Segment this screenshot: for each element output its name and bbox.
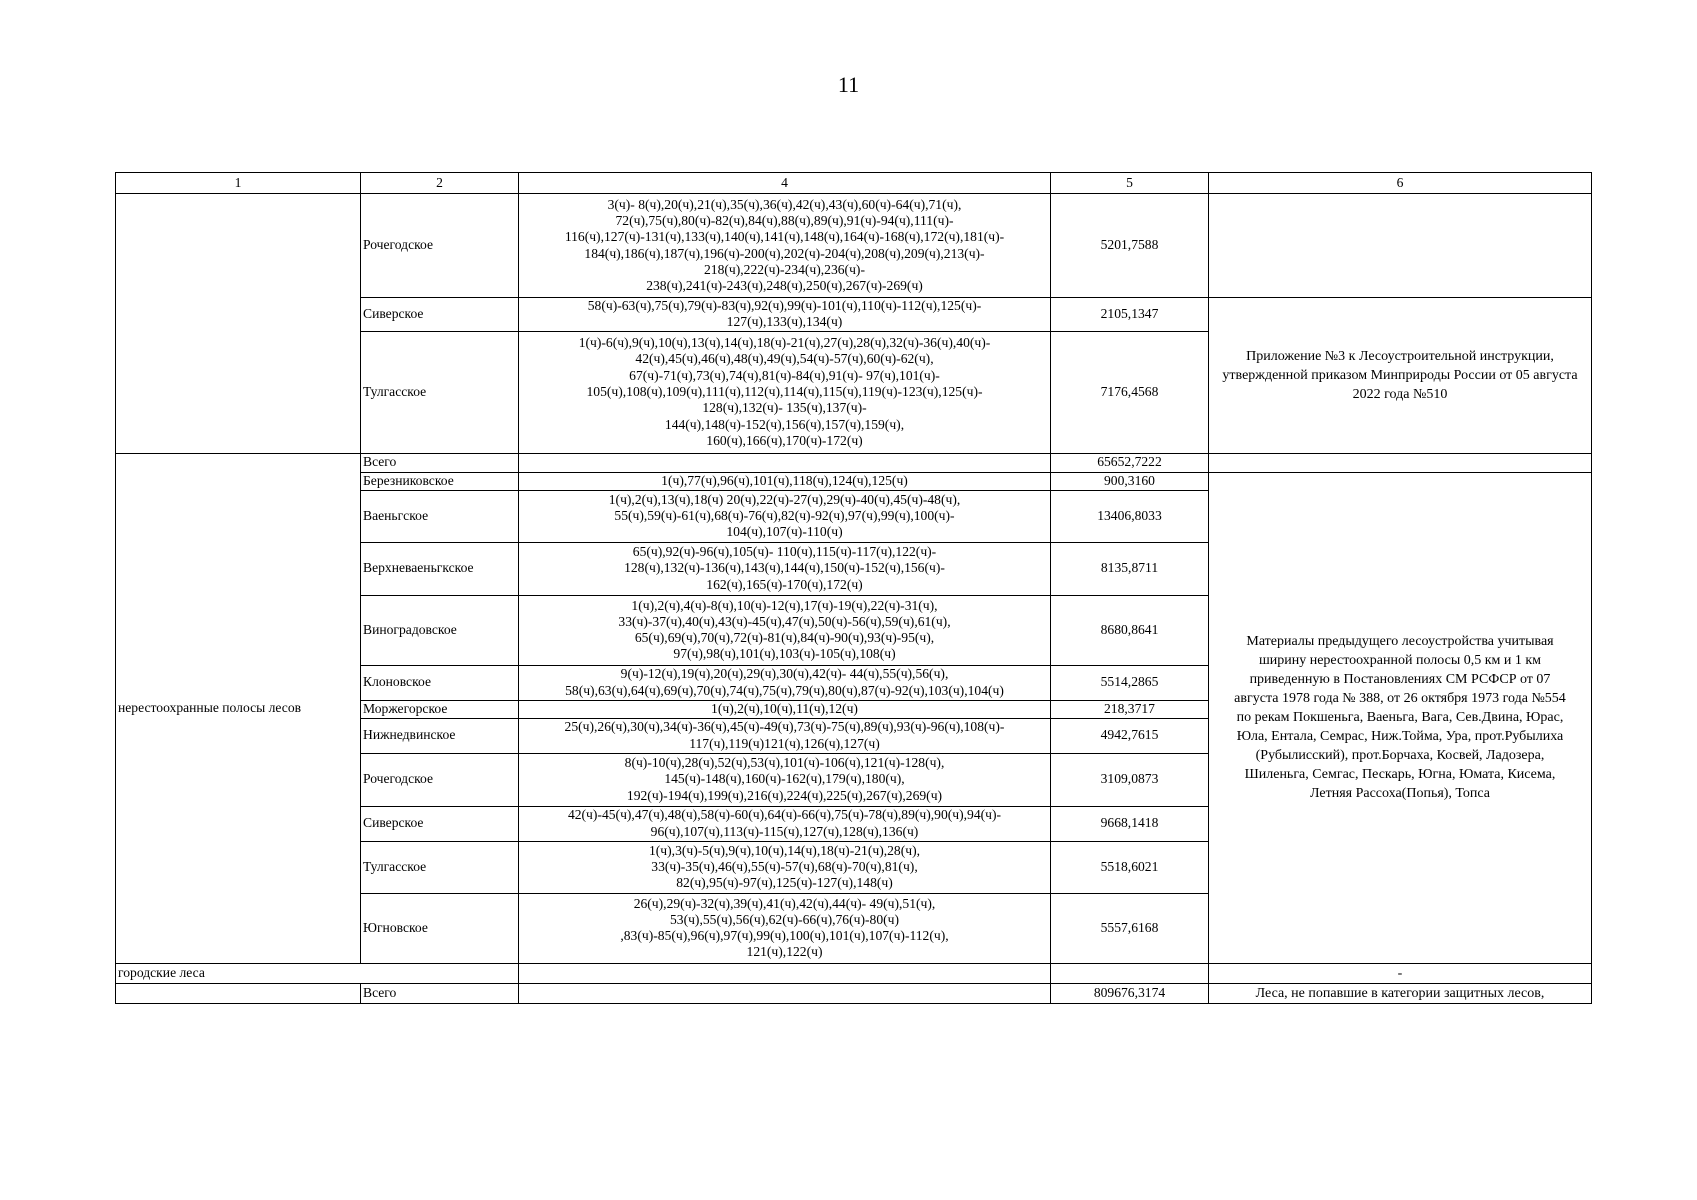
forestry-name: Сиверское — [361, 298, 519, 332]
parcel-list-line: 8(ч)-10(ч),28(ч),52(ч),53(ч),101(ч)-106(ч),121(ч)-128(ч), — [624, 755, 945, 771]
area-value: 3109,0873 — [1051, 753, 1209, 806]
parcel-list-line: 184(ч),186(ч),187(ч),196(ч)-200(ч),202(ч)-204(ч),208(ч),209(ч),213(ч)- — [584, 245, 985, 261]
parcel-list-line: 97(ч),98(ч),101(ч),103(ч)-105(ч),108(ч) — [673, 646, 896, 662]
table-row — [116, 194, 1592, 298]
parcel-list-line: 1(ч),2(ч),13(ч),18(ч) 20(ч),22(ч)-27(ч),29(ч)-40(ч),45(ч)-48(ч), — [608, 491, 961, 507]
header-col-5: 5 — [1051, 173, 1209, 194]
area-value: 8135,8711 — [1051, 542, 1209, 595]
parcel-list-line: 53(ч),55(ч),56(ч),62(ч)-66(ч),76(ч)-80(ч) — [669, 911, 900, 927]
total-row — [116, 453, 1592, 472]
note-line: по рекам Покшеньга, Ваеньга, Вага, Сев.Двина, Юрас, — [1236, 710, 1564, 726]
parcel-list-line: 42(ч),45(ч),46(ч),48(ч),49(ч),54(ч)-57(ч),60(ч)-62(ч), — [635, 351, 934, 367]
parcel-list-cell — [519, 490, 1051, 542]
note-cell-empty — [1209, 194, 1592, 298]
parcel-list-cell — [519, 194, 1051, 298]
category-cell-empty — [116, 194, 361, 454]
parcel-list-line: 128(ч),132(ч)-136(ч),143(ч),144(ч),150(ч)-152(ч),156(ч)- — [624, 560, 945, 576]
area-value: 218,3717 — [1051, 700, 1209, 718]
parcel-list-cell — [519, 472, 1051, 490]
note-cell — [1209, 472, 1592, 963]
area-value: 5201,7588 — [1051, 194, 1209, 298]
header-col-2: 2 — [361, 173, 519, 194]
parcel-list-line: 26(ч),29(ч)-32(ч),39(ч),41(ч),42(ч),44(ч)- 49(ч),51(ч), — [633, 895, 936, 911]
area-value: 5518,6021 — [1051, 841, 1209, 893]
header-col-6: 6 — [1209, 173, 1592, 194]
table-row — [116, 963, 1592, 983]
parcel-list-line: 104(ч),107(ч)-110(ч) — [726, 524, 843, 540]
page-number: 11 — [837, 72, 860, 97]
parcel-list-cell — [519, 665, 1051, 700]
forestry-name: Тулгасское — [361, 331, 519, 453]
note-cell-empty — [1209, 453, 1592, 472]
area-value: 9668,1418 — [1051, 806, 1209, 841]
forestry-name: Рочегодское — [361, 194, 519, 298]
category-cell-empty — [116, 983, 361, 1003]
parcel-list-line: 1(ч)-6(ч),9(ч),10(ч),13(ч),14(ч),18(ч)-21(ч),27(ч),28(ч),32(ч)-36(ч),40(ч)- — [578, 335, 991, 351]
header-col-1: 1 — [116, 173, 361, 194]
area-value: 5557,6168 — [1051, 893, 1209, 963]
parcel-list-line: 1(ч),3(ч)-5(ч),9(ч),10(ч),14(ч),18(ч)-21(ч),28(ч), — [648, 842, 920, 858]
forestry-name: Тулгасское — [361, 841, 519, 893]
forestry-name: Клоновское — [361, 665, 519, 700]
parcel-list-line: 82(ч),95(ч)-97(ч),125(ч)-127(ч),148(ч) — [676, 875, 893, 891]
area-value: 7176,4568 — [1051, 331, 1209, 453]
note-cell: Леса, не попавшие в категории защитных лесов, — [1209, 983, 1592, 1003]
parcel-list-line: 9(ч)-12(ч),19(ч),20(ч),29(ч),30(ч),42(ч)- 44(ч),55(ч),56(ч), — [620, 666, 949, 682]
area-value: 4942,7615 — [1051, 718, 1209, 753]
header-row — [116, 173, 1592, 194]
note-line: ширину нерестоохранной полосы 0,5 км и 1 км — [1258, 653, 1542, 669]
parcel-list-cell — [519, 718, 1051, 753]
parcel-list-line: 58(ч),63(ч),64(ч),69(ч),70(ч),74(ч),75(ч),79(ч),80(ч),87(ч)-92(ч),103(ч),104(ч) — [565, 682, 1004, 698]
forestry-name: Моржегорское — [361, 700, 519, 718]
parcel-list-cell-empty — [519, 963, 1051, 983]
area-value: 5514,2865 — [1051, 665, 1209, 700]
parcel-list-line: ,83(ч)-85(ч),96(ч),97(ч),99(ч),100(ч),101(ч),107(ч)-112(ч), — [620, 928, 949, 944]
parcel-list-line: 116(ч),127(ч)-131(ч),133(ч),140(ч),141(ч),148(ч),164(ч)-168(ч),172(ч),181(ч)- — [564, 229, 1005, 245]
parcel-list-cell — [519, 841, 1051, 893]
parcel-list-line: 65(ч),92(ч)-96(ч),105(ч)- 110(ч),115(ч)-117(ч),122(ч)- — [632, 544, 937, 560]
dash-cell: - — [1209, 963, 1592, 983]
parcel-list-cell-empty — [519, 983, 1051, 1003]
total-value: 809676,3174 — [1051, 983, 1209, 1003]
forestry-name: Ваеньгское — [361, 490, 519, 542]
forestry-name: Югновское — [361, 893, 519, 963]
note-line: августа 1978 года № 388, от 26 октября 1973 года №554 — [1234, 691, 1566, 707]
forestry-name: Верхневаеньгкское — [361, 542, 519, 595]
note-line: Юла, Ентала, Семрас, Ниж.Тойма, Ура, прот.Рубылиха — [1236, 729, 1564, 745]
parcel-list-line: 117(ч),119(ч)121(ч),126(ч),127(ч) — [689, 735, 880, 751]
parcel-list-line: 238(ч),241(ч)-243(ч),248(ч),250(ч),267(ч)-269(ч) — [646, 278, 923, 294]
category-cell: нерестоохранные полосы лесов — [116, 453, 361, 963]
header-col-4: 4 — [519, 173, 1051, 194]
area-value: 13406,8033 — [1051, 490, 1209, 542]
parcel-list-line: 33(ч)-37(ч),40(ч),43(ч)-45(ч),47(ч),50(ч)-56(ч),59(ч),61(ч), — [618, 613, 951, 629]
parcel-list-line: 25(ч),26(ч),30(ч),34(ч)-36(ч),45(ч)-49(ч),73(ч)-75(ч),89(ч),93(ч)-96(ч),108(ч)- — [564, 719, 1005, 735]
parcel-list-cell — [519, 595, 1051, 665]
parcel-list-line: 144(ч),148(ч)-152(ч),156(ч),157(ч),159(ч), — [664, 416, 905, 432]
note-line: Материалы предыдущего лесоустройства учитывая — [1246, 633, 1554, 649]
parcel-list-cell-empty — [519, 453, 1051, 472]
parcel-list-cell — [519, 806, 1051, 841]
parcel-list-line: 96(ч),107(ч),113(ч)-115(ч),127(ч),128(ч),136(ч) — [650, 823, 919, 839]
parcel-list-line: 67(ч)-71(ч),73(ч),74(ч),81(ч)-84(ч),91(ч)- 97(ч),101(ч)- — [629, 367, 940, 383]
total-label: Всего — [361, 453, 519, 472]
forestry-name: Березниковское — [361, 472, 519, 490]
parcel-list-cell — [519, 298, 1051, 332]
forest-table — [115, 172, 1592, 1004]
parcel-list-cell — [519, 542, 1051, 595]
forestry-name: Сиверское — [361, 806, 519, 841]
parcel-list-line: 1(ч),2(ч),10(ч),11(ч),12(ч) — [711, 700, 858, 716]
parcel-list-line: 3(ч)- 8(ч),20(ч),21(ч),35(ч),36(ч),42(ч),43(ч),60(ч)-64(ч),71(ч), — [607, 196, 962, 212]
parcel-list-cell — [519, 331, 1051, 453]
parcel-list-cell — [519, 700, 1051, 718]
area-value: 8680,8641 — [1051, 595, 1209, 665]
parcel-list-line: 42(ч)-45(ч),47(ч),48(ч),58(ч)-60(ч),64(ч)-66(ч),75(ч)-78(ч),89(ч),90(ч),94(ч)- — [567, 807, 1002, 823]
note-cell: Приложение №3 к Лесоустроительной инструкции, утвержденной приказом Минприроды России от 05 августа 2022 года №510 — [1209, 298, 1592, 454]
total-label: Всего — [361, 983, 519, 1003]
parcel-list-line: 192(ч)-194(ч),199(ч),216(ч),224(ч),225(ч),267(ч),269(ч) — [626, 787, 943, 803]
parcel-list-line: 162(ч),165(ч)-170(ч),172(ч) — [706, 576, 863, 592]
parcel-list-line: 55(ч),59(ч)-61(ч),68(ч)-76(ч),82(ч)-92(ч),97(ч),99(ч),100(ч)- — [614, 507, 955, 523]
parcel-list-cell — [519, 893, 1051, 963]
parcel-list-line: 127(ч),133(ч),134(ч) — [726, 314, 843, 330]
note-line: (Рубылисский), прот.Борчаха, Косвей, Ладозера, — [1255, 748, 1545, 764]
parcel-list-line: 58(ч)-63(ч),75(ч),79(ч)-83(ч),92(ч),99(ч)-101(ч),110(ч)-112(ч),125(ч)- — [587, 298, 982, 313]
total-value: 65652,7222 — [1051, 453, 1209, 472]
parcel-list-line: 121(ч),122(ч) — [746, 944, 823, 960]
area-value: 2105,1347 — [1051, 298, 1209, 332]
parcel-list-line: 105(ч),108(ч),109(ч),111(ч),112(ч),114(ч),115(ч),119(ч)-123(ч),125(ч)- — [586, 383, 983, 399]
note-line: Летняя Рассоха(Попья), Топса — [1309, 786, 1491, 802]
parcel-list-line: 160(ч),166(ч),170(ч)-172(ч) — [706, 432, 863, 448]
parcel-list-line: 218(ч),222(ч)-234(ч),236(ч)- — [704, 261, 865, 277]
parcel-list-cell — [519, 753, 1051, 806]
parcel-list-line: 1(ч),77(ч),96(ч),101(ч),118(ч),124(ч),125(ч) — [661, 472, 908, 488]
parcel-list-line: 128(ч),132(ч)- 135(ч),137(ч)- — [702, 400, 867, 416]
total-row — [116, 983, 1592, 1003]
parcel-list-line: 145(ч)-148(ч),160(ч)-162(ч),179(ч),180(ч), — [664, 771, 905, 787]
forestry-name: Нижнедвинское — [361, 718, 519, 753]
note-line: Шиленьга, Семгас, Пескарь, Югна, Юмата, Кисема, — [1244, 767, 1556, 783]
forestry-name: Рочегодское — [361, 753, 519, 806]
category-cell: городские леса — [116, 963, 519, 983]
parcel-list-line: 33(ч)-35(ч),46(ч),55(ч)-57(ч),68(ч)-70(ч),81(ч), — [651, 858, 918, 874]
parcel-list-line: 72(ч),75(ч),80(ч)-82(ч),84(ч),88(ч),89(ч),91(ч)-94(ч),111(ч)- — [615, 212, 954, 228]
area-value-empty — [1051, 963, 1209, 983]
parcel-list-line: 65(ч),69(ч),70(ч),72(ч)-81(ч),84(ч)-90(ч),93(ч)-95(ч), — [634, 630, 935, 646]
forestry-name: Виноградовское — [361, 595, 519, 665]
area-value: 900,3160 — [1051, 472, 1209, 490]
parcel-list-line: 1(ч),2(ч),4(ч)-8(ч),10(ч)-12(ч),17(ч)-19(ч),22(ч)-31(ч), — [631, 597, 938, 613]
note-line: приведенную в Постановлениях СМ РСФСР от 07 — [1249, 672, 1551, 688]
